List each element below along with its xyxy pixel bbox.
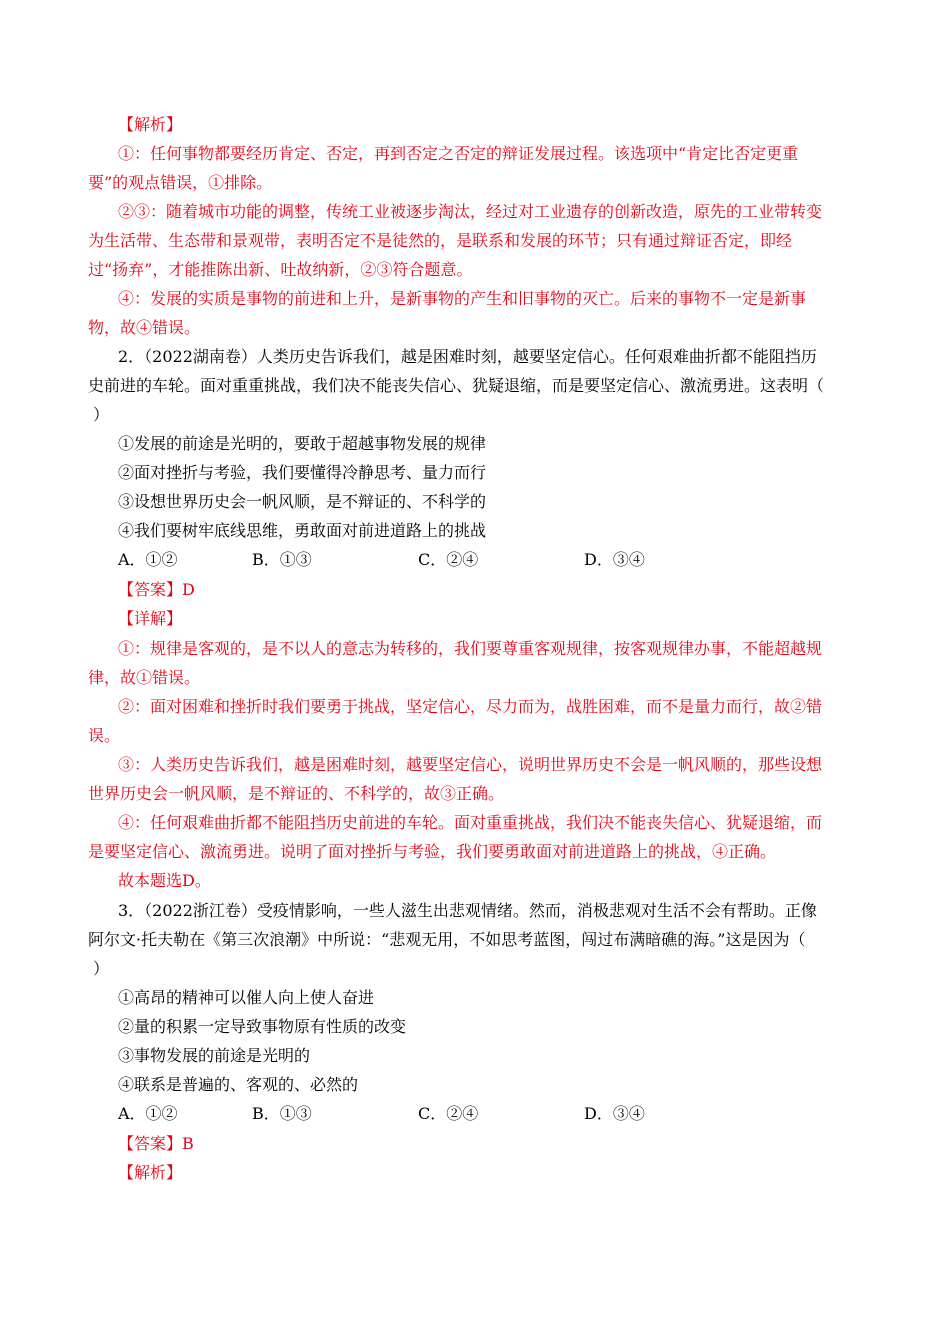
analysis-text: 要”的观点错误，①排除。 — [88, 173, 273, 192]
answer-value: D — [182, 580, 195, 599]
option-d: D．③④ — [584, 550, 645, 569]
question-2-item: ③设想世界历史会一帆风顺，是不辩证的、不科学的 — [118, 492, 487, 511]
option-a: A．①② — [118, 1104, 178, 1123]
question-3-stem: 阿尔文·托夫勒在《第三次浪潮》中所说：“悲观无用，不如思考蓝图，闯过布满暗礁的海。”这是因为（ — [88, 930, 806, 949]
question-3-stem: 3．（2022浙江卷）受疫情影响，一些人滋生出悲观情绪。然而，消极悲观对生活不会有帮助。正像 — [118, 901, 817, 920]
question-2-stem: ） — [93, 405, 110, 424]
option-a: A．①② — [118, 550, 178, 569]
analysis-text: 物，故④错误。 — [88, 318, 201, 337]
answer-label: 【答案】 — [118, 580, 183, 599]
option-c: C．②④ — [418, 1104, 479, 1123]
detail-text: ①：规律是客观的，是不以人的意志为转移的，我们要尊重客观规律，按客观规律办事，不能超越规 — [118, 639, 823, 658]
question-2-stem: 史前进的车轮。面对重重挑战，我们决不能丧失信心、犹疑退缩，而是要坚定信心、激流勇进。这表明（ — [88, 376, 825, 395]
detail-text: 律，故①错误。 — [88, 668, 201, 687]
question-2-stem: 2．（2022湖南卷）人类历史告诉我们，越是困难时刻，越要坚定信心。任何艰难曲折都不能阻挡历 — [118, 347, 817, 366]
question-2-item: ②面对挫折与考验，我们要懂得冷静思考、量力而行 — [118, 463, 487, 482]
answer-line — [118, 580, 195, 600]
analysis-text: 过“扬弃”，才能推陈出新、吐故纳新，②③符合题意。 — [88, 260, 473, 279]
option-b: B．①③ — [252, 1104, 312, 1123]
answer-value: B — [182, 1134, 194, 1153]
detail-text: 误。 — [88, 726, 121, 745]
analysis-label: 【解析】 — [118, 115, 183, 134]
detail-text: ③：人类历史告诉我们，越是困难时刻，越要坚定信心，说明世界历史不会是一帆风顺的，那些设想 — [118, 755, 823, 774]
analysis-text: ①：任何事物都要经历肯定、否定，再到否定之否定的辩证发展过程。该选项中“肯定比否定更重 — [118, 144, 799, 163]
question-3-stem: ） — [93, 959, 110, 978]
option-d: D．③④ — [584, 1104, 645, 1123]
analysis-text: ④：发展的实质是事物的前进和上升，是新事物的产生和旧事物的灭亡。后来的事物不一定是新事 — [118, 289, 807, 308]
question-2-item: ①发展的前途是光明的，要敢于超越事物发展的规律 — [118, 434, 487, 453]
question-3-item: ④联系是普遍的、客观的、必然的 — [118, 1075, 359, 1094]
detail-text: ②：面对困难和挫折时我们要勇于挑战，坚定信心，尽力而为，战胜困难，而不是量力而行，故②错 — [118, 697, 823, 716]
detail-label: 【详解】 — [118, 609, 183, 628]
detail-text: ④：任何艰难曲折都不能阻挡历史前进的车轮。面对重重挑战，我们决不能丧失信心、犹疑退缩，而 — [118, 813, 823, 832]
answer-line — [118, 1134, 194, 1154]
answer-label: 【答案】 — [118, 1134, 183, 1153]
question-3-item: ①高昂的精神可以催人向上使人奋进 — [118, 988, 375, 1007]
analysis-text: 为生活带、生态带和景观带，表明否定不是徒然的，是联系和发展的环节；只有通过辩证否定，即经 — [88, 231, 793, 250]
conclusion-text: 故本题选D。 — [118, 871, 211, 890]
detail-text: 是要坚定信心、激流勇进。说明了面对挫折与考验，我们要勇敢面对前进道路上的挑战，④正确。 — [88, 842, 777, 861]
option-b: B．①③ — [252, 550, 312, 569]
option-c: C．②④ — [418, 550, 479, 569]
detail-text: 世界历史会一帆风顺，是不辩证的、不科学的，故③正确。 — [88, 784, 505, 803]
question-3-item: ②量的积累一定导致事物原有性质的改变 — [118, 1017, 407, 1036]
analysis-text: ②③：随着城市功能的调整，传统工业被逐步淘汰，经过对工业遗存的创新改造，原先的工业带转变 — [118, 202, 823, 221]
question-2-item: ④我们要树牢底线思维，勇敢面对前进道路上的挑战 — [118, 521, 487, 540]
analysis-label: 【解析】 — [118, 1163, 183, 1182]
question-3-item: ③事物发展的前途是光明的 — [118, 1046, 311, 1065]
